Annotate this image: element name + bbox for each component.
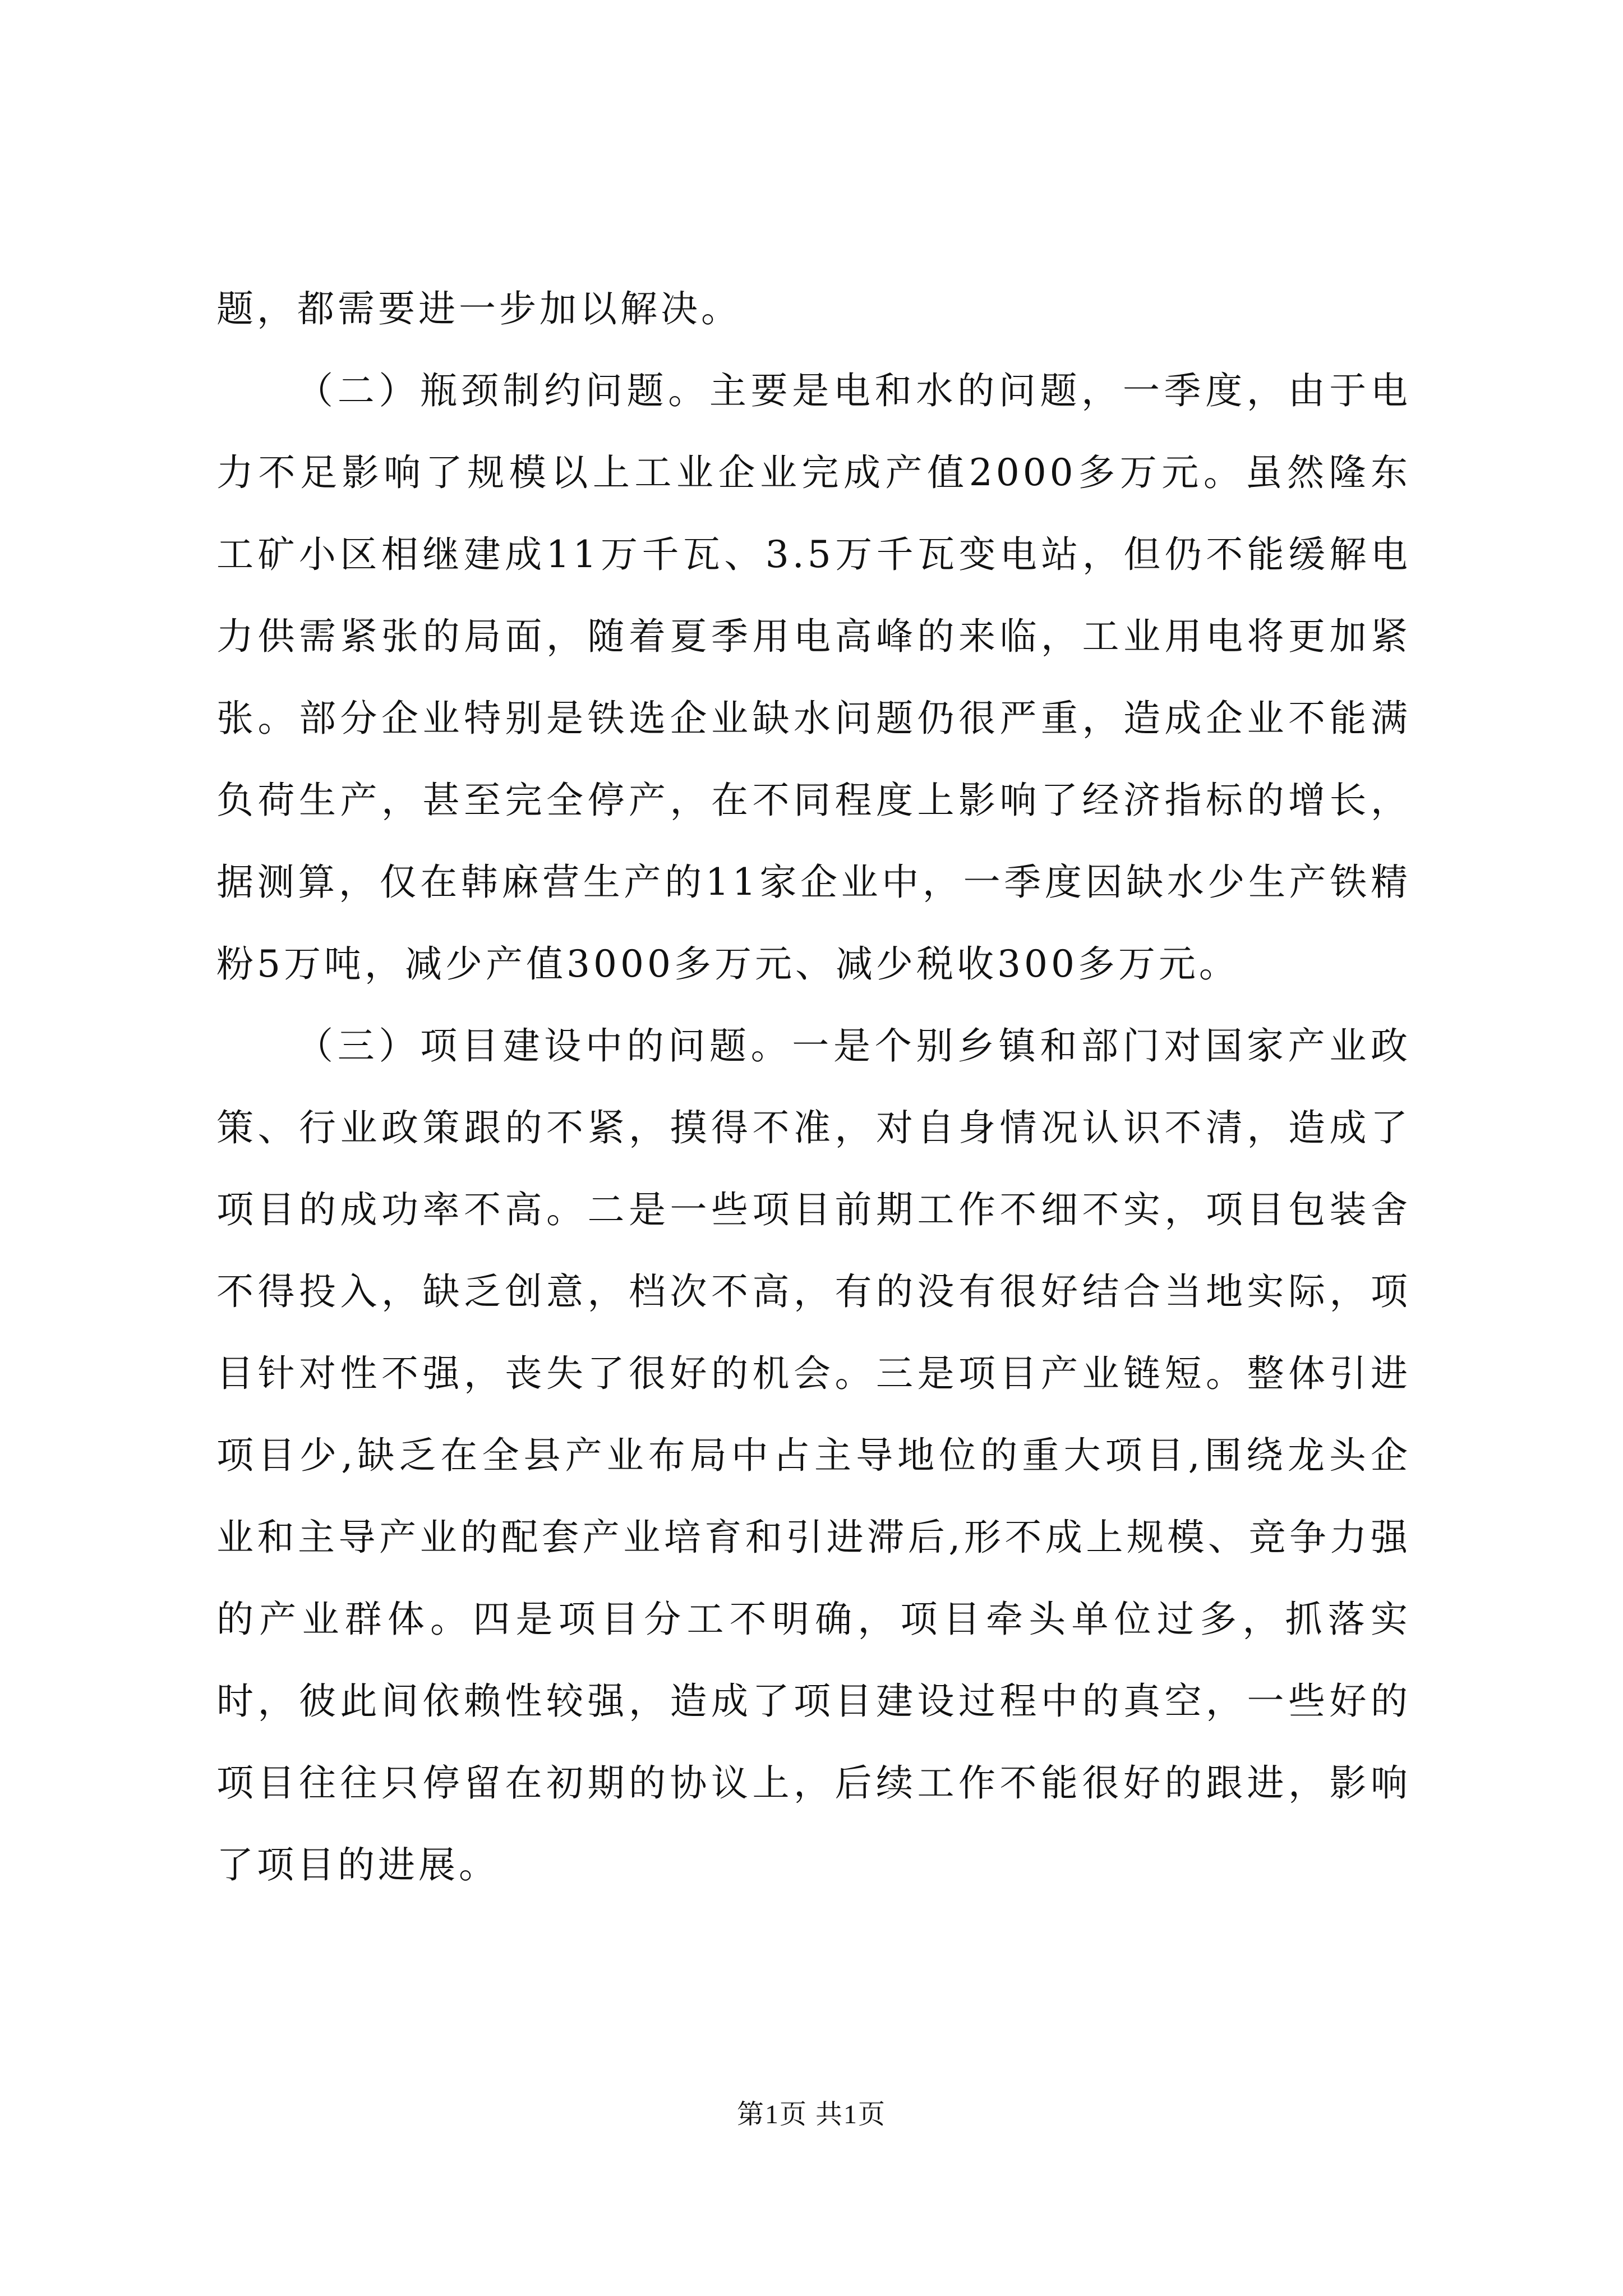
page-number-label: 第1页 共1页 [736,2100,886,2129]
paragraph-bottleneck-issues: （二）瓶颈制约问题。主要是电和水的问题，一季度，由于电力不足影响了规模以上工业企业完成产值2000多万元。虽然隆东工矿小区相继建成11万千瓦、3.5万千瓦变电站，但仍不能缓解电力供需紧张的局面，随着夏季用电高峰的来临，工业用电将更加紧张。部分企业特别是铁选企业缺水问题仍很严重，造成企业不能满负荷生产，甚至完全停产，在不同程度上影响了经济指标的增长，据测算，仅在韩麻营生产的11家企业中，一季度因缺水少生产铁精粉5万吨，减少产值3000多万元、减少税收300多万元。 [216,369,1411,986]
paragraph-continuation: 题，都需要进一步加以解决。 [216,287,741,330]
paragraph-project-construction-issues: （三）项目建设中的问题。一是个别乡镇和部门对国家产业政策、行业政策跟的不紧，摸得不准，对自身情况认识不清，造成了项目的成功率不高。二是一些项目前期工作不细不实，项目包装舍不得投入，缺乏创意，档次不高，有的没有很好结合当地实际，项目针对性不强，丧失了很好的机会。三是项目产业链短。整体引进项目少,缺乏在全县产业布局中占主导地位的重大项目,围绕龙头企业和主导产业的配套产业培育和引进滞后,形不成上规模、竞争力强的产业群体。四是项目分工不明确，项目牵头单位过多，抓落实时，彼此间依赖性较强，造成了项目建设过程中的真空，一些好的项目往往只停留在初期的协议上，后续工作不能很好的跟进，影响了项目的进展。 [216,1024,1411,1887]
page-footer [0,2097,1623,2133]
document-body [216,268,1411,1906]
